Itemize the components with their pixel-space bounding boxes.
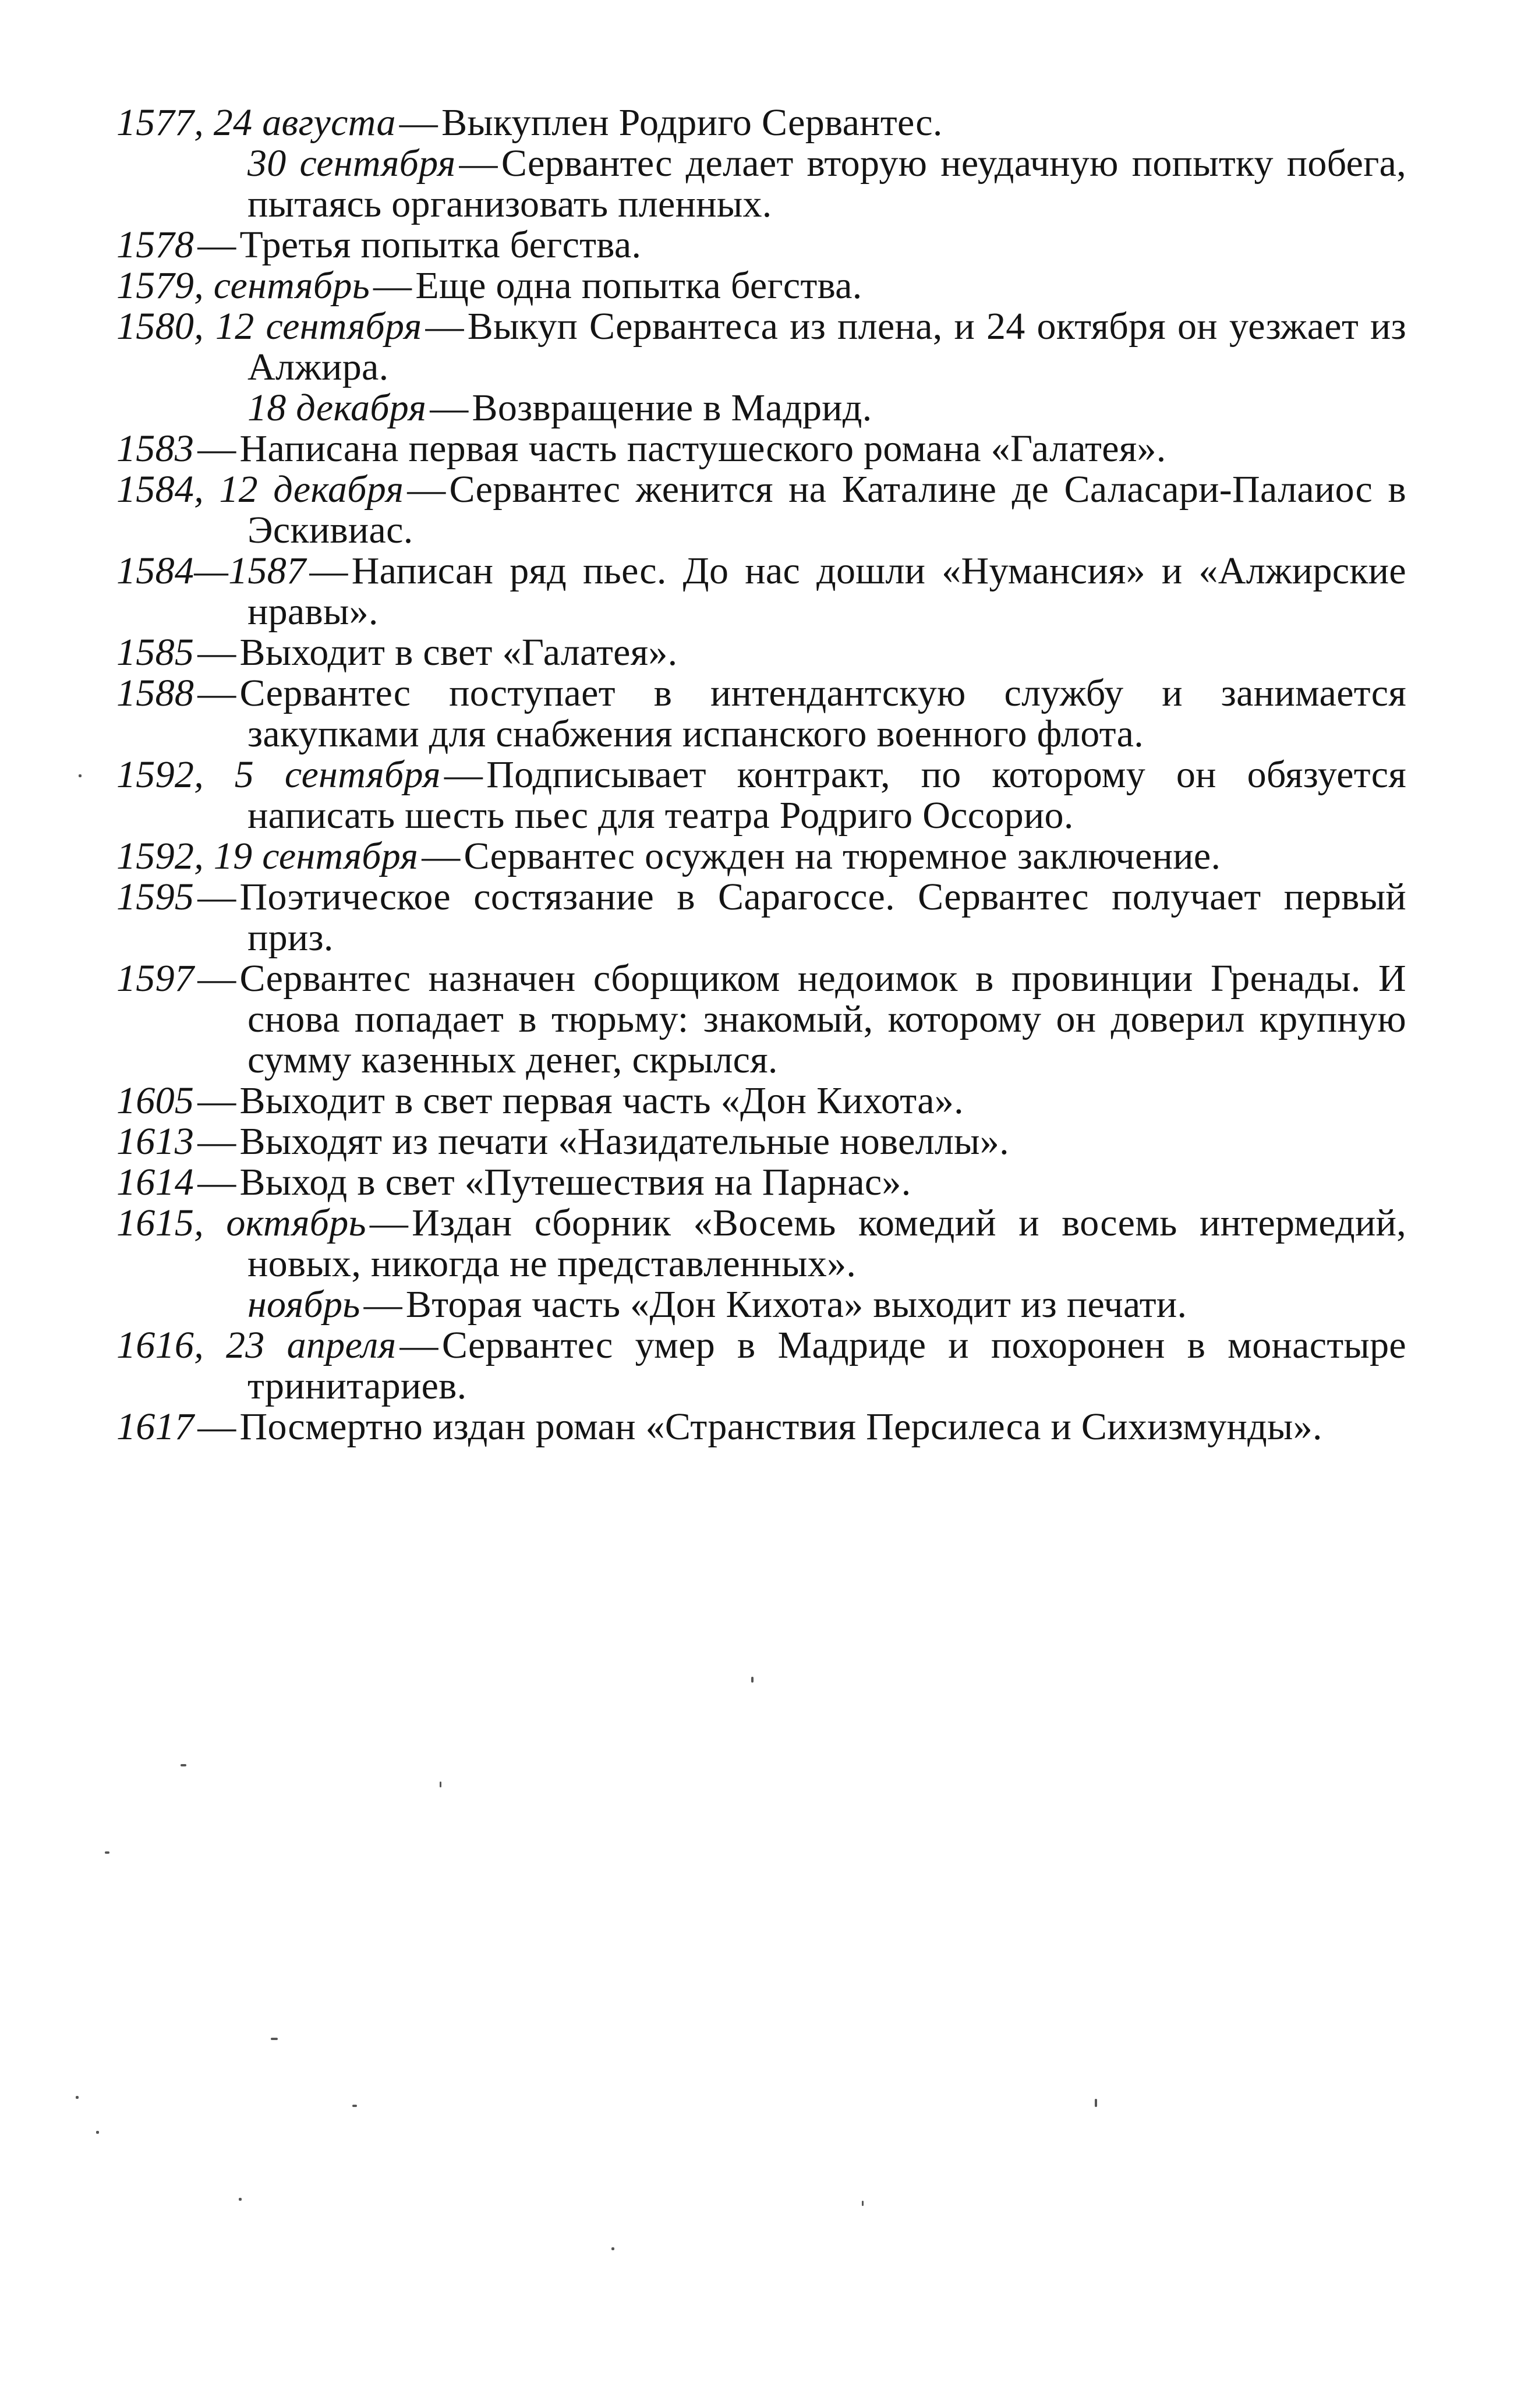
entry-text: Возвращение в Мадрид. [472,387,872,429]
chronology-entry [116,958,1406,1081]
entry-dash: — [430,387,469,429]
entry-text: Выходит в свет первая часть «Дон Кихота». [239,1079,964,1122]
scan-speck [181,1764,186,1766]
chronology-entry [116,469,1406,551]
entry-date: ноябрь [247,1283,360,1326]
entry-date: 1613 [116,1120,194,1163]
entry-text: Выход в свет «Путешествия на Парнас». [239,1161,911,1203]
entry-date: 1580, 12 сентября [116,305,422,348]
entry-date: 1595 [116,876,194,918]
scan-speck [79,774,82,777]
chronology-entry [116,143,1406,225]
entry-date: 18 декабря [247,387,427,429]
chronology-entry [116,388,1406,429]
entry-dash: — [197,1079,236,1122]
entry-dash: — [399,101,438,144]
entry-text: Издан сборник «Восемь комедий и восемь интермедий, новых, никогда не представленных». [247,1202,1406,1285]
entry-text: Третья попытка бегства. [239,224,642,266]
entry-date: 1597 [116,957,194,1000]
entry-date: 1584, 12 декабря [116,468,404,511]
entry-text: Сервантес женится на Каталине де Саласари-Палаиос в Эскивиас. [247,468,1406,551]
entry-date: 1605 [116,1079,194,1122]
chronology-entry [116,755,1406,836]
entry-text: Сервантес назначен сборщиком недоимок в провинции Гренады. И снова попадает в тюрьму: знакомый, которому он доверил крупную сумму казенных денег, скрылся. [239,957,1406,1081]
entry-dash: — [197,427,236,470]
chronology-entry [116,225,1406,265]
scan-speck [76,2096,79,2099]
entry-text: Выкуп Сервантеса из плена, и 24 октября он уезжает из Алжира. [247,305,1407,388]
entry-text: Сервантес делает вторую неудачную попытку побега, пытаясь организовать пленных. [247,142,1406,225]
entry-date: 1584—1587 [116,550,306,592]
entry-text: Сервантес умер в Мадриде и похоронен в монастыре тринитариев. [247,1324,1407,1407]
entry-dash: — [444,753,483,796]
entry-dash: — [399,1324,438,1366]
entry-text: Выходит в свет «Галатея». [239,631,678,674]
entry-dash: — [197,876,236,918]
entry-text: Вторая часть «Дон Кихота» выходит из печати. [405,1283,1187,1326]
entry-date: 1588 [116,672,194,714]
entry-text: Подписывает контракт, по которому он обязуется написать шесть пьес для театра Родриго Оссорио. [247,753,1406,837]
chronology-entry [116,306,1406,388]
chronology-entry [116,836,1406,877]
entry-date: 1592, 19 сентября [116,835,419,877]
entry-date: 1583 [116,427,194,470]
chronology-entry [116,1203,1406,1284]
entry-dash: — [425,305,464,348]
chronology-entry [116,1121,1406,1162]
chronology-entry [116,551,1406,632]
entry-dash: — [197,631,236,674]
entry-date: 1585 [116,631,194,674]
entry-dash: — [197,1120,236,1163]
entry-dash: — [407,468,446,511]
entry-dash: — [422,835,461,877]
entry-date: 1592, 5 сентября [116,753,441,796]
entry-date: 1577, 24 августа [116,101,396,144]
entry-text: Поэтическое состязание в Сарагоссе. Сервантес получает первый приз. [239,876,1406,959]
scan-speck [105,1851,109,1854]
chronology-entry [116,1162,1406,1203]
chronology-entry [116,1081,1406,1121]
chronology-entry [116,429,1406,469]
entry-date: 1615, октябрь [116,1202,366,1244]
scan-speck [271,2038,278,2040]
entry-dash: — [197,1405,236,1448]
entry-dash: — [369,1202,409,1244]
entry-text: Сервантес поступает в интендантскую службу и занимается закупками для снабжения испанского военного флота. [239,672,1406,755]
entry-text: Написан ряд пьес. До нас дошли «Нумансия» и «Алжирские нравы». [247,550,1406,633]
chronology-entry [116,1407,1406,1447]
entry-date: 1578 [116,224,194,266]
chronology-entry [116,632,1406,673]
entry-date: 1617 [116,1405,194,1448]
entry-dash: — [197,957,236,1000]
scan-speck [1095,2099,1097,2107]
entry-date: 1579, сентябрь [116,264,370,307]
entry-text: Посмертно издан роман «Странствия Персилеса и Сихизмунды». [239,1405,1322,1448]
scan-speck [352,2105,357,2107]
scan-speck [239,2198,242,2201]
chronology-entry [116,877,1406,958]
entry-dash: — [373,264,412,307]
entry-date: 1616, 23 апреля [116,1324,397,1366]
entry-date: 30 сентября [247,142,456,185]
entry-text: Выходят из печати «Назидательные новеллы». [239,1120,1009,1163]
chronology-entry [116,1325,1406,1407]
entry-dash: — [197,672,236,714]
chronology-list [116,102,1406,1447]
chronology-entry [116,673,1406,755]
entry-text: Написана первая часть пастушеского романа «Галатея». [239,427,1166,470]
entry-date: 1614 [116,1161,194,1203]
chronology-entry [116,265,1406,306]
entry-dash: — [459,142,498,185]
scan-speck [862,2201,864,2206]
entry-text: Сервантес осужден на тюремное заключение. [464,835,1221,877]
scan-speck [440,1782,441,1787]
scan-speck [96,2131,99,2134]
entry-text: Еще одна попытка бегства. [415,264,862,307]
entry-dash: — [197,224,236,266]
entry-text: Выкуплен Родриго Сервантес. [441,101,943,144]
scan-speck [751,1677,754,1683]
entry-dash: — [197,1161,236,1203]
entry-dash: — [309,550,348,592]
scan-speck [611,2247,614,2250]
chronology-entry [116,1284,1406,1325]
entry-dash: — [363,1283,402,1326]
chronology-entry [116,102,1406,143]
